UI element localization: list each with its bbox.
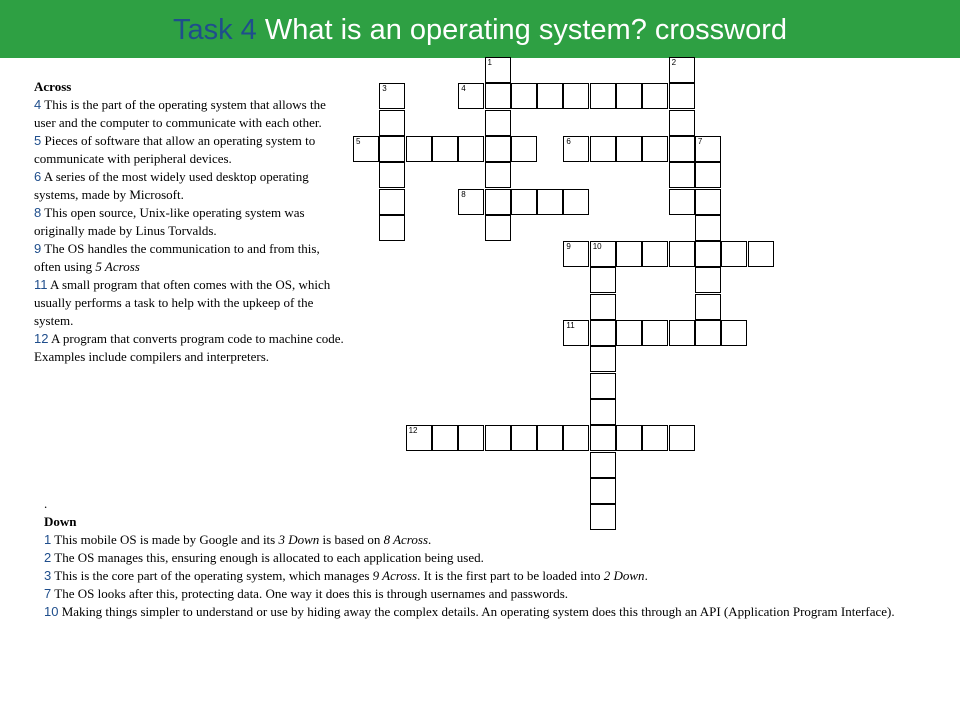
crossword-cell[interactable]	[485, 425, 511, 451]
crossword-cell[interactable]	[458, 425, 484, 451]
crossword-cell[interactable]	[695, 189, 721, 215]
cell-number: 11	[566, 321, 575, 330]
crossword-cell[interactable]	[721, 320, 747, 346]
crossword-cell[interactable]	[485, 57, 511, 83]
crossword-cell[interactable]	[642, 320, 668, 346]
crossword-cell[interactable]	[590, 320, 616, 346]
down-clue	[44, 531, 904, 549]
crossword-cell[interactable]	[669, 83, 695, 109]
clue-number: 9	[34, 241, 42, 256]
across-clue	[34, 330, 344, 366]
crossword-cell[interactable]	[590, 136, 616, 162]
crossword-cell[interactable]	[590, 267, 616, 293]
crossword-cell[interactable]	[616, 83, 642, 109]
crossword-cell[interactable]	[616, 241, 642, 267]
crossword-cell[interactable]	[590, 452, 616, 478]
clue-text: Making things simpler to understand or use by hiding away the complex details. An operating system does this through an API (Application Program Interface).	[61, 604, 895, 619]
clue-number: 11	[34, 277, 48, 292]
across-clue	[34, 240, 344, 276]
clue-text: This open source, Unix-like operating system was originally made by Linus Torvalds.	[34, 205, 305, 238]
crossword-cell[interactable]	[616, 425, 642, 451]
crossword-cell[interactable]	[590, 373, 616, 399]
clue-text: A small program that often comes with the OS, which usually performs a task to help with the upkeep of the system.	[34, 277, 331, 328]
clue-number: 4	[34, 97, 42, 112]
across-clue	[34, 276, 344, 330]
across-clues	[34, 78, 344, 366]
across-clue	[34, 168, 344, 204]
clue-number: 10	[44, 604, 59, 619]
clue-number: 12	[34, 331, 49, 346]
crossword-cell[interactable]	[485, 215, 511, 241]
crossword-cell[interactable]	[458, 83, 484, 109]
down-clues	[44, 495, 904, 621]
crossword-cell[interactable]	[406, 425, 432, 451]
crossword-cell[interactable]	[721, 241, 747, 267]
crossword-cell[interactable]	[695, 241, 721, 267]
crossword-cell[interactable]	[590, 241, 616, 267]
crossword-cell[interactable]	[379, 110, 405, 136]
clue-text: Pieces of software that allow an operating system to communicate with peripheral devices.	[34, 133, 316, 166]
crossword-cell[interactable]	[353, 136, 379, 162]
cell-number: 8	[461, 189, 466, 199]
crossword-cell[interactable]	[590, 346, 616, 372]
crossword-cell[interactable]	[695, 294, 721, 320]
crossword-cell[interactable]	[379, 136, 405, 162]
crossword-cell[interactable]	[695, 215, 721, 241]
crossword-cell[interactable]	[669, 57, 695, 83]
crossword-cell[interactable]	[563, 425, 589, 451]
crossword-cell[interactable]	[458, 136, 484, 162]
crossword-cell[interactable]	[406, 136, 432, 162]
down-clue	[44, 549, 904, 567]
down-clue	[44, 603, 904, 621]
crossword-cell[interactable]	[563, 83, 589, 109]
crossword-cell[interactable]	[511, 425, 537, 451]
crossword-cell[interactable]	[537, 425, 563, 451]
crossword-cell[interactable]	[642, 425, 668, 451]
clue-text: A program that converts program code to machine code. Examples include compilers and interpreters.	[34, 331, 344, 364]
across-clue	[34, 132, 344, 168]
clue-number: 2	[44, 550, 52, 565]
down-heading: Down	[44, 514, 77, 529]
crossword-cell[interactable]	[432, 425, 458, 451]
clue-text: This is the core part of the operating system, which manages	[54, 568, 373, 583]
down-clue	[44, 567, 904, 585]
crossword-cell[interactable]	[511, 83, 537, 109]
clue-text: The OS handles the communication to and from this, often using	[34, 241, 320, 274]
crossword-cell[interactable]	[563, 136, 589, 162]
crossword-cell[interactable]	[642, 83, 668, 109]
crossword-cell[interactable]	[695, 162, 721, 188]
clue-reference: 3 Down	[278, 532, 320, 547]
clue-text: is based on	[319, 532, 384, 547]
cell-number: 5	[356, 136, 361, 146]
cell-number: 7	[697, 136, 703, 146]
crossword-cell[interactable]	[748, 241, 774, 267]
cell-number: 10	[592, 242, 602, 252]
clue-reference: 5 Across	[95, 259, 140, 274]
crossword-cell[interactable]	[485, 83, 511, 109]
crossword-cell[interactable]	[511, 189, 537, 215]
clue-number: 3	[44, 568, 52, 583]
page-title	[0, 12, 960, 48]
down-clue	[44, 585, 904, 603]
crossword-cell[interactable]	[379, 189, 405, 215]
clue-text: This is the part of the operating system that allows the user and the computer to communicate with each other.	[34, 97, 326, 130]
crossword-cell[interactable]	[669, 162, 695, 188]
crossword-cell[interactable]	[485, 189, 511, 215]
clue-number: 7	[44, 586, 52, 601]
crossword-cell[interactable]	[669, 136, 695, 162]
clue-text: A series of the most widely used desktop operating systems, made by Microsoft.	[34, 169, 309, 202]
crossword-cell[interactable]	[432, 136, 458, 162]
crossword-cell[interactable]	[590, 83, 616, 109]
crossword-cell[interactable]	[590, 399, 616, 425]
cell-number: 1	[487, 58, 492, 67]
crossword-cell[interactable]	[669, 189, 695, 215]
crossword-cell[interactable]	[590, 425, 616, 451]
title-text: What is an operating system? crossword	[264, 14, 788, 46]
clue-text: The OS looks after this, protecting data. One way it does this is through usernames and passwords.	[54, 586, 569, 601]
cell-number: 3	[382, 84, 387, 94]
clue-text: .	[644, 568, 648, 583]
clue-text: This mobile OS is made by Google and its	[54, 532, 279, 547]
crossword-cell[interactable]	[563, 241, 589, 267]
crossword-cell[interactable]	[669, 241, 695, 267]
across-heading: Across	[34, 79, 72, 94]
crossword-cell[interactable]	[695, 320, 721, 346]
clue-reference: 9 Across	[372, 568, 418, 583]
crossword-cell[interactable]	[537, 189, 563, 215]
crossword-cell[interactable]	[642, 136, 668, 162]
crossword-cell[interactable]	[642, 241, 668, 267]
cell-number: 6	[566, 136, 571, 146]
crossword-cell[interactable]	[616, 136, 642, 162]
crossword-cell[interactable]	[669, 110, 695, 136]
clue-text: . It is the first part to be loaded into	[417, 568, 604, 583]
crossword-cell[interactable]	[485, 136, 511, 162]
clue-number: 8	[34, 205, 42, 220]
cell-number: 2	[671, 58, 677, 67]
clue-reference: 8 Across	[383, 532, 428, 547]
cell-number: 9	[566, 242, 571, 252]
crossword-cell[interactable]	[537, 83, 563, 109]
crossword-cell[interactable]	[458, 189, 484, 215]
crossword-cell[interactable]	[563, 320, 589, 346]
crossword-cell[interactable]	[563, 189, 589, 215]
crossword-cell[interactable]	[511, 136, 537, 162]
task-label: Task 4	[172, 14, 257, 46]
crossword-cell[interactable]	[379, 162, 405, 188]
clue-text: .	[428, 532, 432, 547]
clue-number: 1	[44, 532, 52, 547]
crossword-cell[interactable]	[379, 83, 405, 109]
crossword-cell[interactable]	[695, 136, 721, 162]
crossword-cell[interactable]	[695, 267, 721, 293]
cell-number: 4	[461, 84, 466, 94]
crossword-cell[interactable]	[669, 425, 695, 451]
separator-dot: .	[44, 496, 48, 511]
cell-number: 12	[408, 426, 418, 436]
clue-reference: 2 Down	[603, 568, 645, 583]
clue-text: The OS manages this, ensuring enough is allocated to each application being used.	[54, 550, 484, 565]
across-clue	[34, 96, 344, 132]
crossword-cell[interactable]	[669, 320, 695, 346]
crossword-cell[interactable]	[590, 294, 616, 320]
crossword-cell[interactable]	[616, 320, 642, 346]
clue-number: 5	[34, 133, 42, 148]
crossword-cell[interactable]	[485, 110, 511, 136]
across-clue	[34, 204, 344, 240]
crossword-cell[interactable]	[485, 162, 511, 188]
crossword-cell[interactable]	[379, 215, 405, 241]
clue-number: 6	[34, 169, 42, 184]
